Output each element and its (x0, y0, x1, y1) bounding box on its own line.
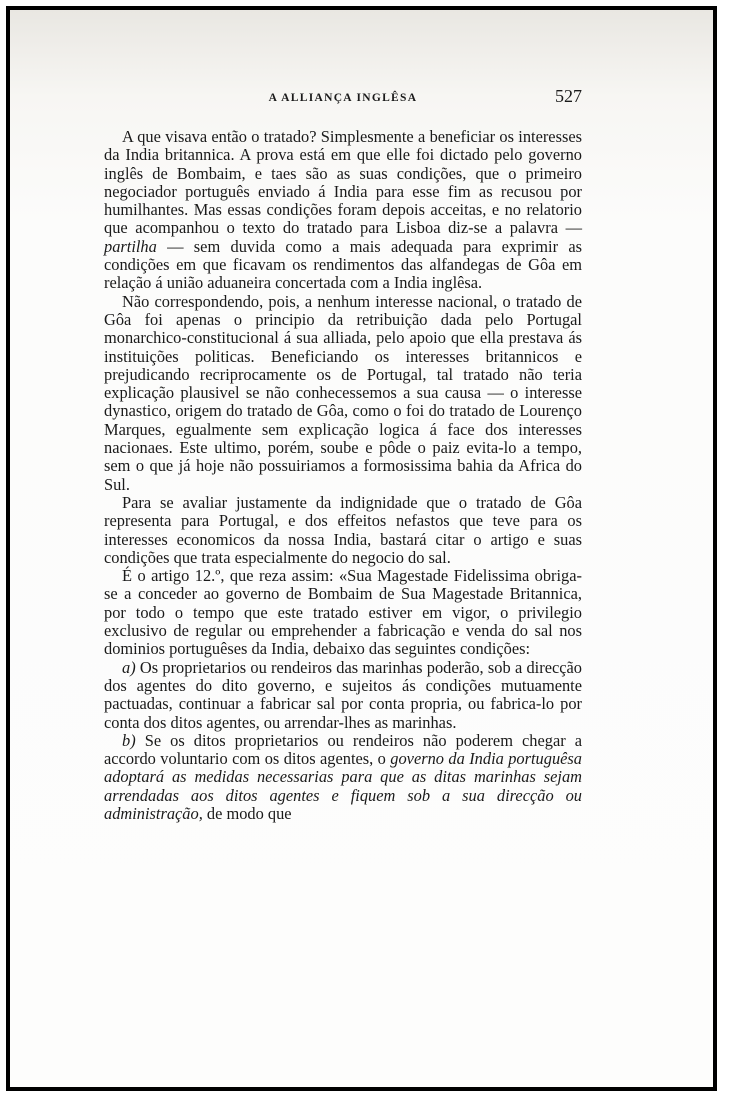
text-run: de modo que (202, 803, 292, 823)
text-run: É o artigo 12.º, que reza assim: «Sua Magestade Fidelissima obriga-se a conceder ao governo de Bombaim de Sua Magestade Britannica, por todo o tempo que este tratado estiver em vigor, o privilegio exclusivo de regular ou emprehender a fabricação e venda do sal nos dominios portuguêses da India, debaixo das seguintes condições: (104, 566, 582, 659)
italic-run: governo da India portuguêsa adoptará as medidas necessarias para que as ditas marinhas sejam arrendadas aos ditos agentes e fiquem sob a sua direcção ou administração, (104, 749, 582, 823)
text-run: Se os ditos proprietarios ou rendeiros não poderem chegar a accordo voluntario com os ditos agentes, o (104, 730, 582, 769)
condition-a (104, 659, 582, 732)
paragraph (104, 293, 582, 494)
text-run: A que visava então o tratado? Simplesmente a beneficiar os interesses da India britannica. A prova está em que elle foi dictado pelo governo inglês de Bombaim, e taes são as suas condições, que o primeiro negociador português enviado á India para esse fim as recusou por humilhantes. Mas essas condições foram depois acceitas, e no relatorio que acompanhou o texto do tratado para Lisboa diz-se a palavra — (104, 127, 582, 238)
running-head: A ALLIANÇA INGLÊSA (268, 92, 418, 104)
italic-run: a) (122, 657, 136, 677)
italic-run: partilha (104, 236, 157, 256)
condition-b (104, 732, 582, 823)
text-run: — sem duvida como a mais adequada para exprimir as condições em que ficavam os rendimentos das alfandegas de Gôa em relação á união aduaneira concertada com a India inglêsa. (104, 236, 582, 293)
page-number: 527 (555, 86, 582, 106)
paragraph (104, 567, 582, 658)
page-header (104, 86, 582, 110)
body-text (104, 128, 582, 823)
paragraph (104, 494, 582, 567)
italic-run: b) (122, 730, 136, 750)
paragraph (104, 128, 582, 293)
text-run: Os proprietarios ou rendeiros das marinhas poderão, sob a direcção dos agentes do dito governo, e sujeitos ás condições mutuamente pactuadas, continuar a fabricar sal por conta propria, ou fabrica-lo por conta dos ditos agentes, ou arrendar-lhes as marinhas. (104, 657, 582, 732)
text-run: Para se avaliar justamente da indignidade que o tratado de Gôa representa para Portugal, e dos effeitos nefastos que teve para os interesses economicos da nossa India, bastará citar o artigo e suas condições que trata especialmente do negocio do sal. (104, 492, 582, 567)
text-run: Não correspondendo, pois, a nenhum interesse nacional, o tratado de Gôa foi apenas o principio da retribuição dada pelo Portugal monarchico-constitucional á sua alliada, pelo apoio que ella prestava ás instituições politicas. Beneficiando os interesses britannicos e prejudicando recriprocamente os de Portugal, tal tratado não teria explicação plausivel se não conhecessemos a sua causa — o interesse dynastico, origem do tratado de Gôa, como o foi do tratado de Lourenço Marques, egualmente sem explicação logica á face dos interesses nacionaes. Este ultimo, porém, soube e pôde o paiz evita-lo a tempo, sem o que já hoje não possuiriamos a formosissima bahia da Africa do Sul. (104, 291, 582, 494)
